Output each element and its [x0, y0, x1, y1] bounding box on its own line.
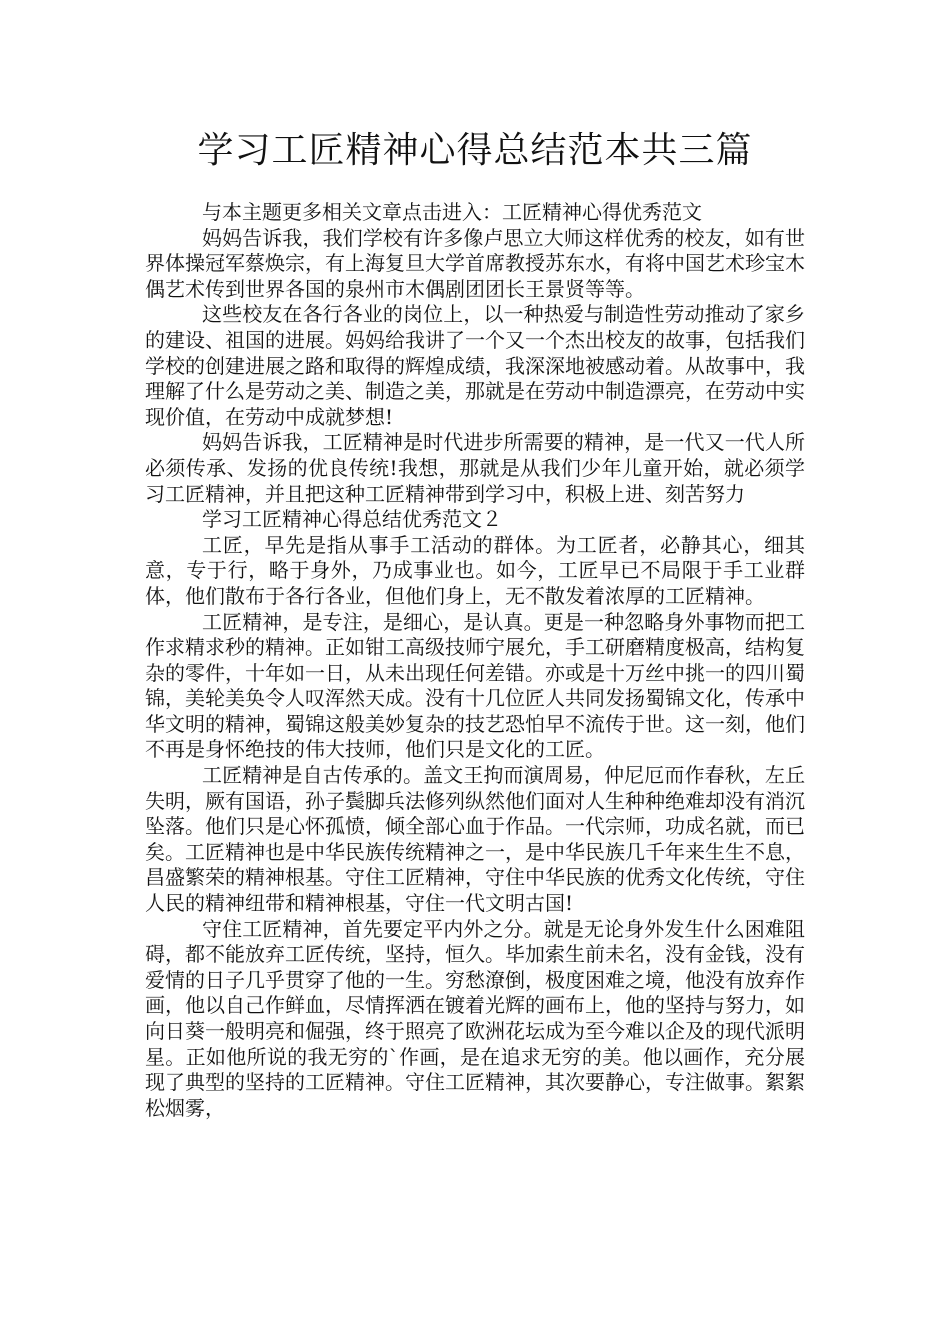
document-title: 学习工匠精神心得总结范本共三篇: [197, 130, 753, 171]
paragraph: 妈妈告诉我，我们学校有许多像卢思立大师这样优秀的校友，如有世界体操冠军蔡焕宗，有上海复旦大学首席教授苏东水，有将中国艺术珍宝木偶艺术传到世界各国的泉州市木偶剧团团长王景贤等等。: [145, 225, 805, 301]
document-body: [145, 200, 805, 1121]
paragraph: 工匠，早先是指从事手工活动的群体。为工匠者，必静其心，细其意，专于行，略于身外，乃成事业也。如今，工匠早已不局限于手工业群体，他们散布于各行各业，但他们身上，无不散发着浓厚的工匠精神。: [145, 532, 805, 608]
paragraph: 妈妈告诉我，工匠精神是时代进步所需要的精神，是一代又一代人所必须传承、发扬的优良传统!我想，那就是从我们少年儿童开始，就必须学习工匠精神，并且把这种工匠精神带到学习中，积极上进、刻苦努力: [145, 430, 805, 506]
paragraph: 工匠精神是自古传承的。盖文王拘而演周易，仲尼厄而作春秋，左丘失明，厥有国语，孙子鬓脚兵法修列纵然他们面对人生种种绝难却没有消沉坠落。他们只是心怀孤愤，倾全部心血于作品。一代宗师，功成名就，而已矣。工匠精神也是中华民族传统精神之一，是中华民族几千年来生生不息，昌盛繁荣的精神根基。守住工匠精神，守住中华民族的优秀文化传统，守住人民的精神纽带和精神根基，守住一代文明古国!: [145, 763, 805, 916]
paragraph: 工匠精神，是专注，是细心，是认真。更是一种忽略身外事物而把工作求精求秒的精神。正如钳工高级技师宁展允，手工研磨精度极高，结构复杂的零件，十年如一日，从未出现任何差错。亦或是十万丝中挑一的四川蜀锦，美轮美奂令人叹浑然天成。没有十几位匠人共同发扬蜀锦文化，传承中华文明的精神，蜀锦这般美妙复杂的技艺恐怕早不流传于世。这一刻，他们不再是身怀绝技的伟大技师，他们只是文化的工匠。: [145, 609, 805, 762]
paragraph: 与本主题更多相关文章点击进入：工匠精神心得优秀范文: [202, 200, 702, 224]
paragraph: 这些校友在各行各业的岗位上，以一种热爱与制造性劳动推动了家乡的建设、祖国的进展。妈妈给我讲了一个又一个杰出校友的故事，包括我们学校的创建进展之路和取得的辉煌成绩，我深深地被感动着。从故事中，我理解了什么是劳动之美、制造之美，那就是在劳动中制造漂亮，在劳动中实现价值，在劳动中成就梦想!: [145, 302, 805, 429]
section-heading: 学习工匠精神心得总结优秀范文２: [202, 507, 502, 532]
paragraph: 守住工匠精神，首先要定平内外之分。就是无论身外发生什么困难阻碍，都不能放弃工匠传统，坚持，恒久。毕加索生前未名，没有金钱，没有爱情的日子几乎贯穿了他的一生。穷愁潦倒，极度困难之境，他没有放弃作画，他以自己作鲜血，尽情挥洒在镀着光辉的画布上，他的坚持与努力，如向日葵一般明亮和倔强，终于照亮了欧洲花坛成为至今难以企及的现代派明星。正如他所说的我无穷的`作画，是在追求无穷的美。他以画作，充分展现了典型的坚持的工匠精神。守住工匠精神，其次要静心，专注做事。絮絮松烟雾，: [145, 916, 805, 1120]
